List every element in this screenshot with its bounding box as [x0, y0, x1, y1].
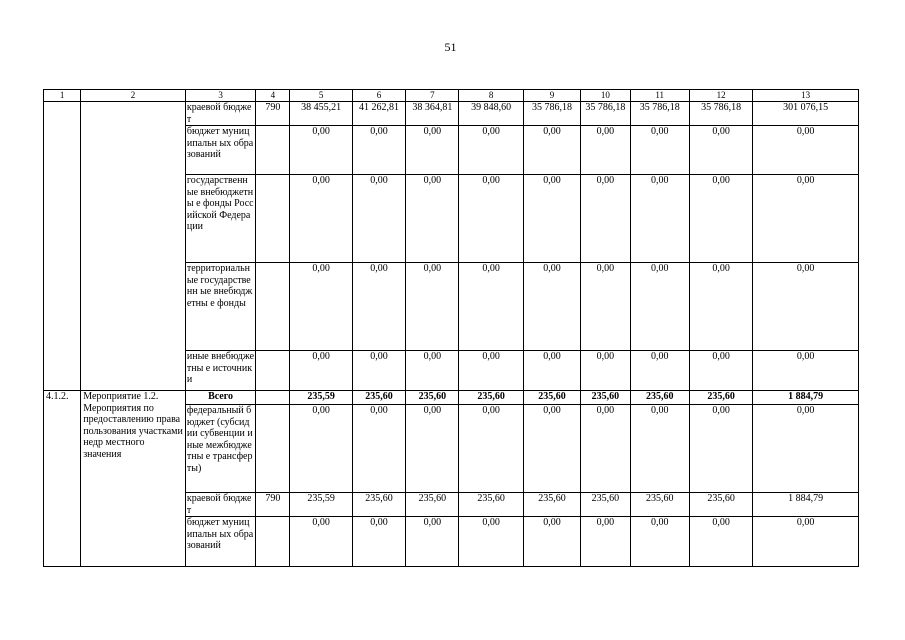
- value-cell-col-13: 0,00: [753, 351, 859, 391]
- value-cell-col-11: 35 786,18: [630, 102, 689, 126]
- value-cell-col-10: 0,00: [581, 405, 630, 493]
- column-header-6: 6: [352, 90, 405, 102]
- value-cell-col-7: 38 364,81: [406, 102, 459, 126]
- value-cell-col-9: 0,00: [523, 517, 580, 567]
- value-cell-col-12: 0,00: [689, 263, 752, 351]
- value-cell-col-8: 39 848,60: [459, 102, 523, 126]
- value-cell-col-8: 0,00: [459, 351, 523, 391]
- value-cell-col-12: 0,00: [689, 126, 752, 175]
- value-cell-col-11: 0,00: [630, 175, 689, 263]
- code-cell: [256, 175, 290, 263]
- value-cell-col-10: 0,00: [581, 175, 630, 263]
- value-cell-col-12: 235,60: [689, 493, 752, 517]
- value-cell-col-8: 0,00: [459, 175, 523, 263]
- funding-source-cell: бюджет муниципальн ых образований: [185, 126, 255, 175]
- column-header-9: 9: [523, 90, 580, 102]
- value-cell-col-6: 235,60: [352, 493, 405, 517]
- value-cell-col-11: 235,60: [630, 391, 689, 405]
- value-cell-col-10: 0,00: [581, 517, 630, 567]
- value-cell-col-6: 41 262,81: [352, 102, 405, 126]
- column-header-13: 13: [753, 90, 859, 102]
- value-cell-col-13: 0,00: [753, 263, 859, 351]
- code-cell: [256, 126, 290, 175]
- funding-source-cell: Всего: [185, 391, 255, 405]
- value-cell-col-9: 0,00: [523, 175, 580, 263]
- table-row: [44, 102, 859, 126]
- value-cell-col-5: 0,00: [290, 517, 352, 567]
- value-cell-col-13: 0,00: [753, 126, 859, 175]
- value-cell-col-7: 235,60: [406, 391, 459, 405]
- value-cell-col-7: 0,00: [406, 517, 459, 567]
- value-cell-col-7: 0,00: [406, 351, 459, 391]
- value-cell-col-6: 0,00: [352, 351, 405, 391]
- value-cell-col-13: 0,00: [753, 405, 859, 493]
- value-cell-col-12: 35 786,18: [689, 102, 752, 126]
- value-cell-col-5: 0,00: [290, 263, 352, 351]
- value-cell-col-13: 0,00: [753, 175, 859, 263]
- value-cell-col-9: 0,00: [523, 126, 580, 175]
- funding-source-cell: федеральный бюджет (субсидии субвенции иные межбюджетны е трансферты): [185, 405, 255, 493]
- value-cell-col-11: 0,00: [630, 126, 689, 175]
- column-header-10: 10: [581, 90, 630, 102]
- value-cell-col-6: 235,60: [352, 391, 405, 405]
- value-cell-col-8: 0,00: [459, 263, 523, 351]
- value-cell-col-9: 0,00: [523, 351, 580, 391]
- value-cell-col-5: 0,00: [290, 351, 352, 391]
- value-cell-col-13: 1 884,79: [753, 493, 859, 517]
- code-cell: 790: [256, 102, 290, 126]
- value-cell-col-11: 235,60: [630, 493, 689, 517]
- value-cell-col-7: 0,00: [406, 175, 459, 263]
- value-cell-col-11: 0,00: [630, 405, 689, 493]
- value-cell-col-7: 235,60: [406, 493, 459, 517]
- value-cell-col-9: 0,00: [523, 263, 580, 351]
- value-cell-col-11: 0,00: [630, 263, 689, 351]
- value-cell-col-13: 1 884,79: [753, 391, 859, 405]
- code-cell: [256, 263, 290, 351]
- item-number-cell: 4.1.2.: [44, 391, 81, 567]
- column-header-1: 1: [44, 90, 81, 102]
- code-cell: 790: [256, 493, 290, 517]
- column-header-3: 3: [185, 90, 255, 102]
- table-row-total: [44, 391, 859, 405]
- value-cell-col-8: 0,00: [459, 517, 523, 567]
- value-cell-col-9: 0,00: [523, 405, 580, 493]
- value-cell-col-7: 0,00: [406, 405, 459, 493]
- value-cell-col-13: 0,00: [753, 517, 859, 567]
- value-cell-col-12: 235,60: [689, 391, 752, 405]
- value-cell-col-7: 0,00: [406, 126, 459, 175]
- value-cell-col-6: 0,00: [352, 175, 405, 263]
- value-cell-col-5: 235,59: [290, 391, 352, 405]
- value-cell-col-5: 235,59: [290, 493, 352, 517]
- value-cell-col-10: 0,00: [581, 351, 630, 391]
- value-cell-col-12: 0,00: [689, 351, 752, 391]
- value-cell-col-11: 0,00: [630, 351, 689, 391]
- funding-source-cell: территориальн ые государственн ые внебюджетны е фонды: [185, 263, 255, 351]
- value-cell-col-12: 0,00: [689, 405, 752, 493]
- funding-source-cell: краевой бюджет: [185, 102, 255, 126]
- item-number-cell: [44, 102, 81, 391]
- value-cell-col-5: 0,00: [290, 405, 352, 493]
- value-cell-col-8: 235,60: [459, 391, 523, 405]
- value-cell-col-7: 0,00: [406, 263, 459, 351]
- value-cell-col-10: 0,00: [581, 126, 630, 175]
- value-cell-col-12: 0,00: [689, 517, 752, 567]
- code-cell: [256, 517, 290, 567]
- column-header-4: 4: [256, 90, 290, 102]
- funding-source-cell: иные внебюджетны е источники: [185, 351, 255, 391]
- value-cell-col-11: 0,00: [630, 517, 689, 567]
- value-cell-col-6: 0,00: [352, 405, 405, 493]
- measure-name-cell: [81, 102, 186, 391]
- page-number-text: 51: [444, 40, 457, 54]
- code-cell: [256, 405, 290, 493]
- value-cell-col-10: 35 786,18: [581, 102, 630, 126]
- value-cell-col-5: 0,00: [290, 126, 352, 175]
- value-cell-col-9: 35 786,18: [523, 102, 580, 126]
- value-cell-col-10: 235,60: [581, 391, 630, 405]
- column-header-2: 2: [81, 90, 186, 102]
- value-cell-col-12: 0,00: [689, 175, 752, 263]
- column-header-5: 5: [290, 90, 352, 102]
- value-cell-col-8: 0,00: [459, 405, 523, 493]
- column-header-12: 12: [689, 90, 752, 102]
- value-cell-col-8: 0,00: [459, 126, 523, 175]
- value-cell-col-5: 38 455,21: [290, 102, 352, 126]
- value-cell-col-6: 0,00: [352, 517, 405, 567]
- header-row: [44, 90, 859, 102]
- code-cell: [256, 391, 290, 405]
- value-cell-col-8: 235,60: [459, 493, 523, 517]
- column-header-11: 11: [630, 90, 689, 102]
- value-cell-col-9: 235,60: [523, 391, 580, 405]
- page-number: [0, 40, 905, 55]
- code-cell: [256, 351, 290, 391]
- funding-source-cell: государственн ые внебюджетны е фонды Российской Федерации: [185, 175, 255, 263]
- funding-source-cell: краевой бюджет: [185, 493, 255, 517]
- column-header-7: 7: [406, 90, 459, 102]
- value-cell-col-9: 235,60: [523, 493, 580, 517]
- value-cell-col-5: 0,00: [290, 175, 352, 263]
- value-cell-col-10: 0,00: [581, 263, 630, 351]
- column-header-8: 8: [459, 90, 523, 102]
- budget-table: [43, 89, 859, 567]
- value-cell-col-10: 235,60: [581, 493, 630, 517]
- value-cell-col-6: 0,00: [352, 263, 405, 351]
- value-cell-col-13: 301 076,15: [753, 102, 859, 126]
- measure-name-cell: Мероприятие 1.2. Мероприятия по предоставлению права пользования участками недр местного значения: [81, 391, 186, 567]
- value-cell-col-6: 0,00: [352, 126, 405, 175]
- funding-source-cell: бюджет муниципальн ых образований: [185, 517, 255, 567]
